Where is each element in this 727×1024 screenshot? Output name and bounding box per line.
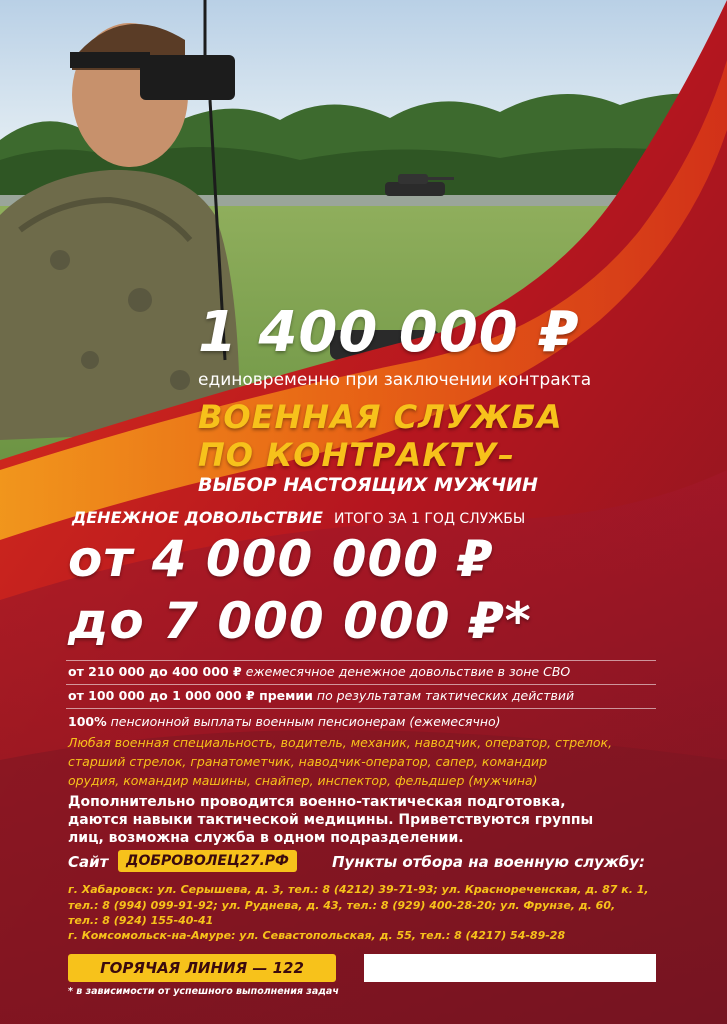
slogan-line-2: ПО КОНТРАКТУ– bbox=[198, 436, 515, 474]
site-label: Сайт bbox=[68, 853, 109, 871]
address-line-2: тел.: 8 (994) 099-91-92; ул. Руднева, д. 43, тел.: 8 (929) 400-28-20; ул. Фрунзе, д. 60, bbox=[68, 899, 616, 912]
allowance-to: до 7 000 000 ₽* bbox=[68, 592, 532, 650]
site-link[interactable]: ДОБРОВОЛЕЦ27.РФ bbox=[118, 850, 297, 872]
divider bbox=[66, 708, 656, 709]
additional-line-1: Дополнительно проводится военно-тактическая подготовка, bbox=[68, 794, 566, 810]
fact-bonus-text: по результатам тактических действий bbox=[316, 688, 575, 703]
footnote: * в зависимости от успешного выполнения задач bbox=[68, 986, 339, 997]
specialties-line-1: Любая военная специальность, водитель, механик, наводчик, оператор, стрелок, bbox=[68, 735, 613, 750]
fact-bonus bbox=[68, 688, 574, 703]
pension-percent: 100% bbox=[68, 714, 107, 729]
hotline-badge: ГОРЯЧАЯ ЛИНИЯ — 122 bbox=[68, 954, 336, 982]
specialties-line-3: орудия, командир машины, снайпер, инспектор, фельдшер (мужчина) bbox=[68, 773, 538, 788]
divider bbox=[66, 684, 656, 685]
lump-sum-amount: 1 400 000 ₽ bbox=[198, 300, 580, 365]
lump-sum-note: единовременно при заключении контракта bbox=[198, 370, 592, 390]
address-line-3: тел.: 8 (924) 155-40-41 bbox=[68, 914, 214, 927]
slogan-line-1: ВОЕННАЯ СЛУЖБА bbox=[198, 398, 563, 436]
slogan-line-3: ВЫБОР НАСТОЯЩИХ МУЖЧИН bbox=[198, 474, 538, 496]
address-line-1: г. Хабаровск: ул. Серышева, д. 3, тел.: 8 (4212) 39-71-93; ул. Краснореченская, д. 87 к. 1, bbox=[68, 883, 649, 896]
additional-line-2: даются навыки тактической медицины. Приветствуются группы bbox=[68, 812, 594, 828]
fact-bonus-amount: от 100 000 до 1 000 000 ₽ премии bbox=[68, 688, 313, 703]
hotline-white-box bbox=[364, 954, 656, 982]
allowance-label-rest: ИТОГО ЗА 1 ГОД СЛУЖБЫ bbox=[333, 511, 526, 527]
pension-text: пенсионной выплаты военным пенсионерам (ежемесячно) bbox=[110, 714, 501, 729]
allowance-label-bold: ДЕНЕЖНОЕ ДОВОЛЬСТВИЕ bbox=[72, 508, 323, 527]
selection-points-label: Пункты отбора на военную службу: bbox=[332, 853, 646, 871]
allowance-from: от 4 000 000 ₽ bbox=[68, 530, 494, 588]
fact-monthly-text: ежемесячное денежное довольствие в зоне СВО bbox=[245, 664, 571, 679]
additional-line-3: лиц, возможна служба в одном подразделении. bbox=[68, 830, 464, 846]
specialties-line-2: старший стрелок, гранатометчик, наводчик-оператор, сапер, командир bbox=[68, 754, 548, 769]
address-line-4: г. Комсомольск-на-Амуре: ул. Севастопольская, д. 55, тел.: 8 (4217) 54-89-28 bbox=[68, 929, 566, 942]
fact-monthly-amount: от 210 000 до 400 000 ₽ bbox=[68, 664, 242, 679]
divider bbox=[66, 660, 656, 661]
fact-monthly bbox=[68, 664, 570, 679]
allowance-label bbox=[72, 508, 525, 527]
pension-line bbox=[68, 714, 501, 729]
